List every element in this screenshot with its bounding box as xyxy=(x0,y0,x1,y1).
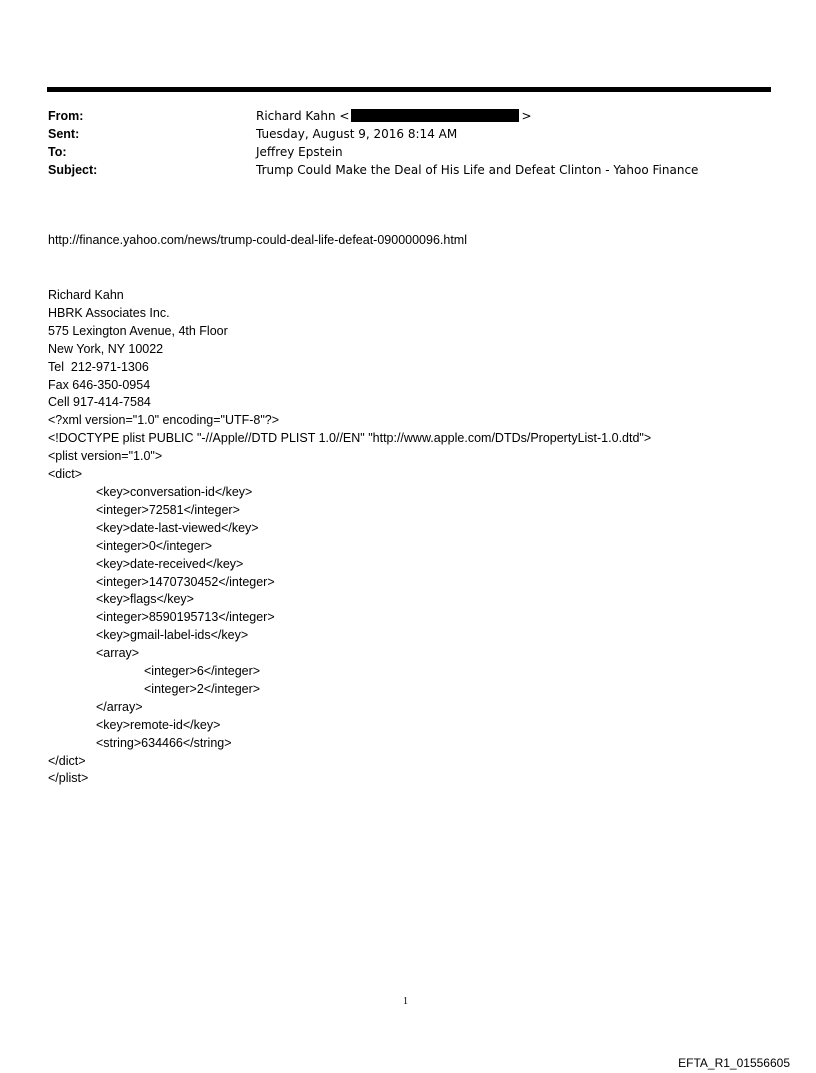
plist-line: <integer>0</integer> xyxy=(96,538,213,553)
bates-number: EFTA_R1_01556605 xyxy=(678,1056,790,1070)
from-close: > xyxy=(521,109,532,123)
plist-line: <?xml version="1.0" encoding="UTF-8"?> xyxy=(48,413,280,428)
plist-line: <!DOCTYPE plist PUBLIC "-//Apple//DTD PLIST 1.0//EN" "http://www.apple.com/DTDs/PropertyList-1.0.dtd"> xyxy=(48,431,652,446)
plist-line: <integer>72581</integer> xyxy=(96,502,240,517)
plist-line: <array> xyxy=(96,646,140,661)
plist-line: <key>conversation-id</key> xyxy=(96,484,253,499)
email-body xyxy=(48,287,651,788)
plist-line: <plist version="1.0"> xyxy=(48,449,163,464)
plist-line: </dict> xyxy=(48,753,86,768)
to-row xyxy=(48,143,768,161)
plist-line: <key>date-last-viewed</key> xyxy=(96,520,259,535)
plist-line: <integer>2</integer> xyxy=(144,681,261,696)
plist-line: <key>date-received</key> xyxy=(96,556,244,571)
plist-line: <dict> xyxy=(48,467,83,482)
from-row xyxy=(48,107,768,125)
subject-row xyxy=(48,161,768,179)
header-rule xyxy=(47,87,771,92)
plist-line: <key>flags</key> xyxy=(96,592,194,607)
sent-value: Tuesday, August 9, 2016 8:14 AM xyxy=(256,127,458,141)
plist-line: </array> xyxy=(96,699,143,714)
from-value xyxy=(256,107,532,125)
redaction-bar xyxy=(351,109,519,122)
article-link[interactable]: http://finance.yahoo.com/news/trump-could-deal-life-defeat-090000096.html xyxy=(48,233,467,247)
plist-line: <key>remote-id</key> xyxy=(96,717,221,732)
plist-line: <integer>1470730452</integer> xyxy=(96,574,275,589)
signature-line: Richard Kahn xyxy=(48,288,124,302)
plist-line: <string>634466</string> xyxy=(96,735,232,750)
signature-line: HBRK Associates Inc. xyxy=(48,305,170,320)
subject-label: Subject: xyxy=(48,163,98,177)
plist-line: </plist> xyxy=(48,771,89,786)
to-label: To: xyxy=(48,145,67,159)
subject-value: Trump Could Make the Deal of His Life and Defeat Clinton - Yahoo Finance xyxy=(256,163,699,177)
from-label: From: xyxy=(48,109,84,123)
email-header xyxy=(48,107,768,183)
signature-line: New York, NY 10022 xyxy=(48,341,164,356)
signature-line: 575 Lexington Avenue, 4th Floor xyxy=(48,323,228,338)
signature-line: Tel 212-971-1306 xyxy=(48,359,149,374)
signature-line: Cell 917-414-7584 xyxy=(48,395,151,410)
sent-row xyxy=(48,125,768,143)
plist-line: <integer>8590195713</integer> xyxy=(96,610,275,625)
page-number: 1 xyxy=(403,996,408,1007)
plist-line: <key>gmail-label-ids</key> xyxy=(96,628,249,643)
sent-label: Sent: xyxy=(48,127,80,141)
to-value: Jeffrey Epstein xyxy=(256,145,343,159)
from-name: Richard Kahn < xyxy=(256,109,350,123)
plist-line: <integer>6</integer> xyxy=(144,664,261,679)
signature-line: Fax 646-350-0954 xyxy=(48,377,151,392)
